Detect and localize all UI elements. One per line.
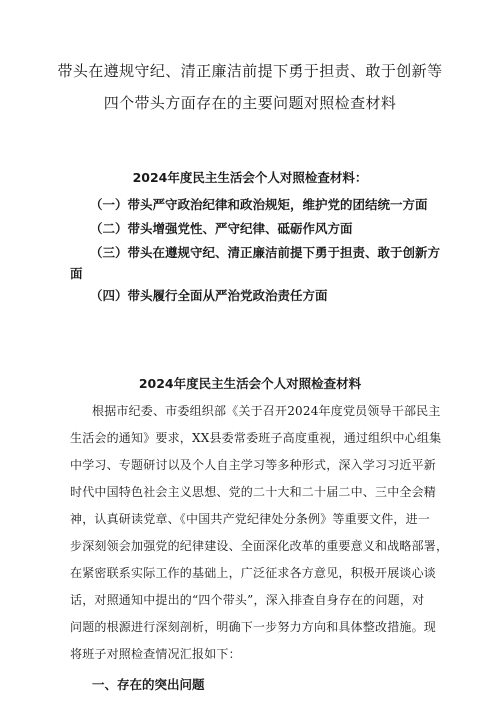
toc-item-4: （四）带头履行全面从严治党政治责任方面 <box>90 288 328 303</box>
document-title-line-2: 四个带头方面存在的主要问题对照检查材料 <box>103 94 397 112</box>
toc-heading: 2024年度民主生活会个人对照检查材料： <box>132 170 368 185</box>
toc-item-1: （一）带头严守政治纪律和政治规矩，维护党的团结统一方面 <box>90 197 428 212</box>
body-heading: 2024年度民主生活会个人对照检查材料 <box>138 376 362 391</box>
toc-item-3: （三）带头在遵规守纪、清正廉洁前提下勇于担责、敢于创新方 <box>90 245 441 260</box>
paragraph-line: 在紧密联系实际工作的基础上，广泛征求各方意见，积极开展谈心谈 <box>70 566 437 580</box>
paragraph-line: 将班子对照检查情况汇报如下： <box>70 647 241 661</box>
paragraph-line: 根据市纪委、市委组织部《关于召开2024年度党员领导干部民主 <box>92 404 441 418</box>
paragraph-line: 神，认真研读党章、《中国共产党纪律处分条例》等重要文件，进一 <box>70 512 431 526</box>
paragraph-line: 生活会的通知》要求，XX县委常委班子高度重视，通过组织中心组集 <box>70 431 442 445</box>
paragraph-line: 问题的根源进行深刻剖析，明确下一步努力方向和具体整改措施。现 <box>70 620 437 634</box>
document-title-line-1: 带头在遵规守纪、清正廉洁前提下勇于担责、敢于创新等 <box>57 62 443 80</box>
paragraph-line: 步深刻领会加强党的纪律建设、全面深化改革的重要意义和战略部署， <box>70 539 449 553</box>
paragraph-line: 时代中国特色社会主义思想、党的二十大和二十届二中、三中全会精 <box>70 485 437 499</box>
paragraph-line: 中学习、专题研讨以及个人自主学习等多种形式，深入学习习近平新 <box>70 458 437 472</box>
section-heading: 一、存在的突出问题 <box>92 677 205 692</box>
paragraph-line: 话，对照通知中提出的“四个带头”，深入排查自身存在的问题，对 <box>70 593 425 607</box>
toc-item-2: （二）带头增强党性、严守纪律、砥砺作风方面 <box>90 221 353 236</box>
toc-item-3-continuation: 面 <box>70 266 83 281</box>
